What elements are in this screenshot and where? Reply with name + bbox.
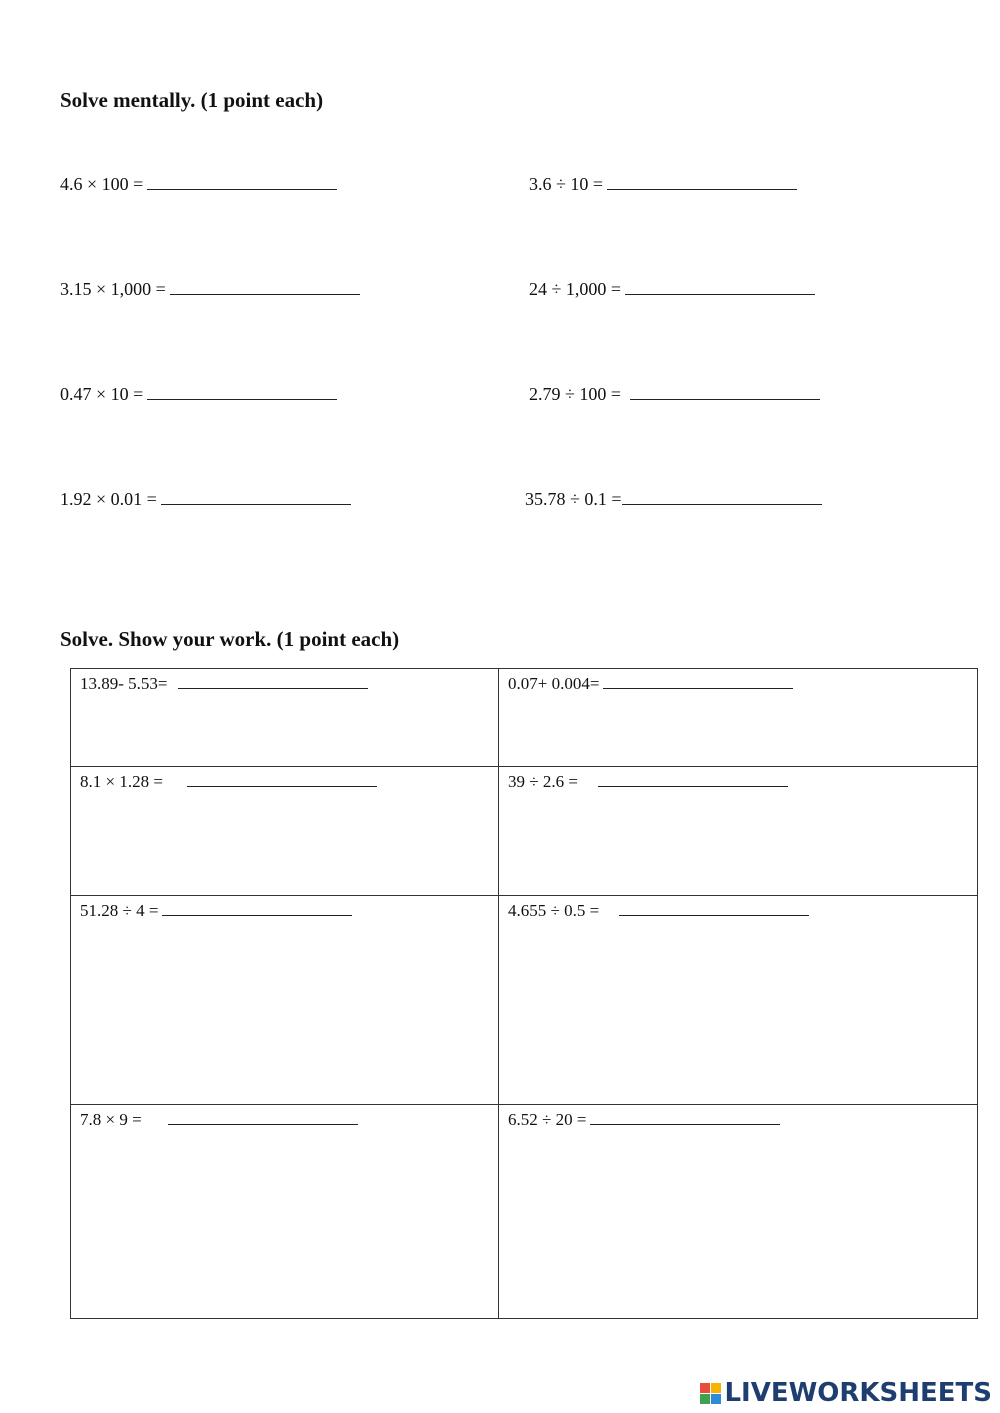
problem-text: 51.28 ÷ 4 = <box>80 901 159 920</box>
work-cell-7 <box>71 1105 499 1319</box>
answer-blank[interactable] <box>625 278 815 295</box>
problem-text: 3.6 ÷ 10 = <box>529 174 604 194</box>
problem-text: 8.1 × 1.28 = <box>80 772 163 791</box>
brand-name: LIVEWORKSHEETS <box>724 1378 992 1408</box>
problem-text: 7.8 × 9 = <box>80 1110 142 1129</box>
answer-blank[interactable] <box>590 1108 780 1125</box>
answer-blank[interactable] <box>607 173 797 190</box>
work-cell-1 <box>71 669 499 767</box>
problem-text: 0.47 × 10 = <box>60 384 144 404</box>
liveworksheets-logo <box>700 1377 992 1409</box>
work-cell-5 <box>71 896 499 1105</box>
mental-problem-6 <box>529 383 820 405</box>
answer-blank[interactable] <box>178 672 368 689</box>
answer-blank[interactable] <box>168 1108 358 1125</box>
problem-text: 4.655 ÷ 0.5 = <box>508 901 600 920</box>
answer-blank[interactable] <box>622 488 822 505</box>
answer-blank[interactable] <box>170 278 360 295</box>
problem-text: 13.89- 5.53= <box>80 674 168 693</box>
section-1-heading: Solve mentally. (1 point each) <box>60 88 324 112</box>
problem-text: 35.78 ÷ 0.1 = <box>525 489 622 509</box>
mental-problem-2 <box>529 173 797 195</box>
work-table <box>70 668 978 1319</box>
answer-blank[interactable] <box>147 383 337 400</box>
work-cell-8 <box>499 1105 978 1319</box>
answer-blank[interactable] <box>603 672 793 689</box>
work-cell-4 <box>499 767 978 896</box>
logo-mark-icon <box>700 1383 721 1404</box>
problem-text: 3.15 × 1,000 = <box>60 279 166 299</box>
problem-text: 0.07+ 0.004= <box>508 674 600 693</box>
answer-blank[interactable] <box>162 899 352 916</box>
answer-blank[interactable] <box>619 899 809 916</box>
mental-problem-7 <box>60 488 351 510</box>
answer-blank[interactable] <box>598 770 788 787</box>
answer-blank[interactable] <box>187 770 377 787</box>
mental-problem-4 <box>529 278 815 300</box>
mental-problem-3 <box>60 278 360 300</box>
mental-problem-8 <box>525 488 822 510</box>
work-cell-2 <box>499 669 978 767</box>
answer-blank[interactable] <box>630 383 820 400</box>
answer-blank[interactable] <box>161 488 351 505</box>
problem-text: 2.79 ÷ 100 = <box>529 384 626 404</box>
section-2-heading: Solve. Show your work. (1 point each) <box>60 627 400 651</box>
problem-text: 4.6 × 100 = <box>60 174 144 194</box>
problem-text: 6.52 ÷ 20 = <box>508 1110 587 1129</box>
work-cell-3 <box>71 767 499 896</box>
mental-problem-1 <box>60 173 337 195</box>
problem-text: 24 ÷ 1,000 = <box>529 279 622 299</box>
problem-text: 39 ÷ 2.6 = <box>508 772 578 791</box>
mental-problem-5 <box>60 383 337 405</box>
work-cell-6 <box>499 896 978 1105</box>
answer-blank[interactable] <box>147 173 337 190</box>
problem-text: 1.92 × 0.01 = <box>60 489 157 509</box>
